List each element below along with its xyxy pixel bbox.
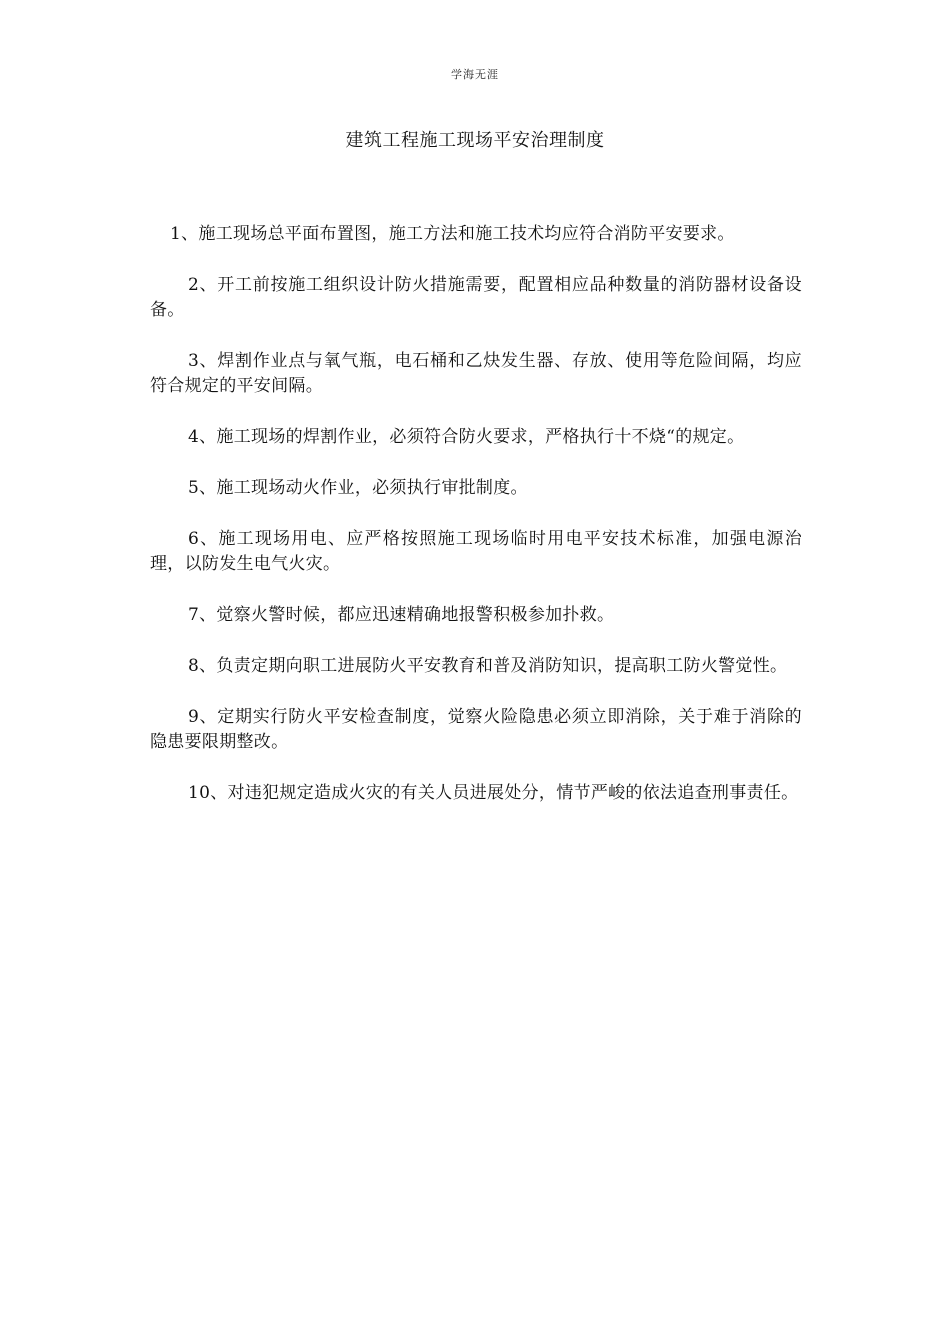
page-header: 学海无涯 xyxy=(451,68,499,81)
paragraph-9: 9、定期实行防火平安检查制度，觉察火险隐患必须立即消除，关于难于消除的隐患要限期整改。 xyxy=(150,707,802,752)
document-title: 建筑工程施工现场平安治理制度 xyxy=(345,130,605,151)
paragraph-2: 2、开工前按施工组织设计防火措施需要，配置相应品种数量的消防器材设备设备。 xyxy=(150,275,802,320)
paragraph-3: 3、焊割作业点与氧气瓶，电石桶和乙炔发生器、存放、使用等危险间隔，均应符合规定的平安间隔。 xyxy=(150,351,802,396)
paragraph-10: 10、对违犯规定造成火灾的有关人员进展处分，情节严峻的依法追查刑事责任。 xyxy=(188,783,799,803)
paragraph-1: 1、施工现场总平面布置图，施工方法和施工技术均应符合消防平安要求。 xyxy=(170,224,735,244)
paragraph-5: 5、施工现场动火作业，必须执行审批制度。 xyxy=(188,478,528,498)
paragraph-7: 7、觉察火警时候，都应迅速精确地报警积极参加扑救。 xyxy=(188,605,615,625)
paragraph-4: 4、施工现场的焊割作业，必须符合防火要求，严格执行十不烧“的规定。 xyxy=(188,427,745,447)
paragraph-8: 8、负责定期向职工进展防火平安教育和普及消防知识，提高职工防火警觉性。 xyxy=(188,656,788,676)
paragraph-6: 6、施工现场用电、应严格按照施工现场临时用电平安技术标准，加强电源治理，以防发生电气火灾。 xyxy=(150,529,802,574)
document-body xyxy=(150,222,802,832)
